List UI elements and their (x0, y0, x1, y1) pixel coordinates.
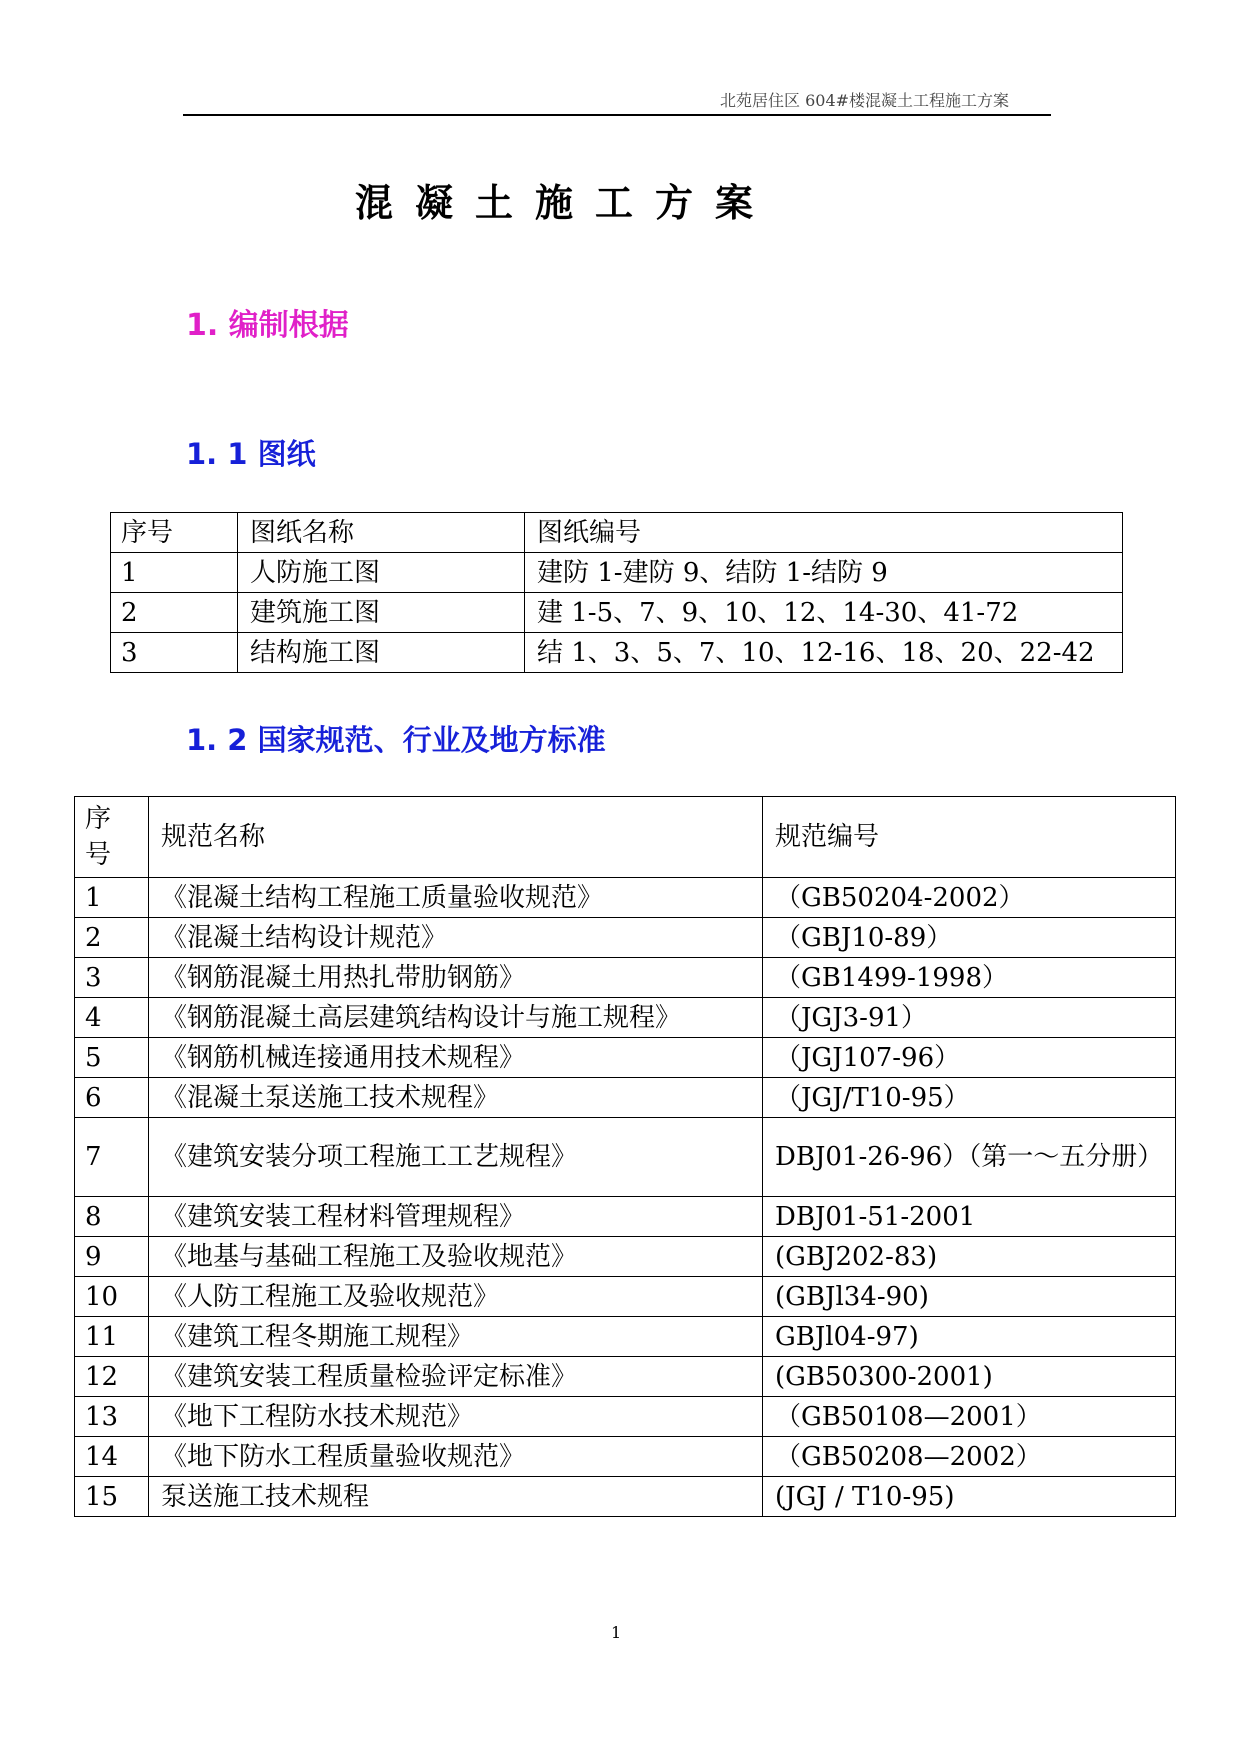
row-number-cell: 7 (75, 1118, 149, 1197)
name-cell: 《钢筋混凝土用热扎带肋钢筋》 (149, 958, 763, 998)
name-cell: 《地基与基础工程施工及验收规范》 (149, 1237, 763, 1277)
code-cell: GBJl04-97) (763, 1317, 1176, 1357)
table-header-row (111, 513, 1123, 553)
name-cell: 《混凝土泵送施工技术规程》 (149, 1078, 763, 1118)
code-cell: （GB50208—2002） (763, 1437, 1176, 1477)
column-header: 规范名称 (149, 797, 763, 878)
section-heading-1: 1. 编制根据 (186, 308, 349, 343)
code-cell: DBJ01-51-2001 (763, 1197, 1176, 1237)
table-row (75, 1038, 1176, 1078)
row-number-cell: 1 (75, 878, 149, 918)
code-cell: 建 1-5、7、9、10、12、14-30、41-72 (525, 593, 1123, 633)
code-cell: （GBJ10-89） (763, 918, 1176, 958)
name-cell: 《人防工程施工及验收规范》 (149, 1277, 763, 1317)
table-row (75, 1078, 1176, 1118)
row-number-cell: 10 (75, 1277, 149, 1317)
code-cell: DBJ01-26-96）（第一～五分册） (763, 1118, 1176, 1197)
row-number-cell: 14 (75, 1437, 149, 1477)
name-cell: 《建筑安装工程质量检验评定标准》 (149, 1357, 763, 1397)
table-row (111, 633, 1123, 673)
table-row (111, 593, 1123, 633)
row-number-cell: 9 (75, 1237, 149, 1277)
code-cell: (GB50300-2001) (763, 1357, 1176, 1397)
table-row (75, 1397, 1176, 1437)
code-cell: （JGJ107-96） (763, 1038, 1176, 1078)
name-cell: 《建筑安装分项工程施工工艺规程》 (149, 1118, 763, 1197)
name-cell: 《钢筋混凝土高层建筑结构设计与施工规程》 (149, 998, 763, 1038)
table-row (75, 918, 1176, 958)
row-number-cell: 2 (111, 593, 238, 633)
column-header: 规范编号 (763, 797, 1176, 878)
drawings-table (110, 512, 1123, 673)
row-number-cell: 2 (75, 918, 149, 958)
table-row (75, 998, 1176, 1038)
name-cell: 《钢筋机械连接通用技术规程》 (149, 1038, 763, 1078)
name-cell: 《建筑安装工程材料管理规程》 (149, 1197, 763, 1237)
name-cell: 建筑施工图 (238, 593, 525, 633)
name-cell: 《地下工程防水技术规范》 (149, 1397, 763, 1437)
name-cell: 《混凝土结构设计规范》 (149, 918, 763, 958)
name-cell: 《建筑工程冬期施工规程》 (149, 1317, 763, 1357)
code-cell: （GB50108—2001） (763, 1397, 1176, 1437)
column-header: 序号 (75, 797, 149, 878)
row-number-cell: 8 (75, 1197, 149, 1237)
code-cell: (JGJ / T10-95) (763, 1477, 1176, 1517)
row-number-cell: 3 (75, 958, 149, 998)
table-row (111, 553, 1123, 593)
section-heading-1-1: 1. 1 图纸 (186, 437, 316, 471)
table-row (75, 1477, 1176, 1517)
table-row (75, 1317, 1176, 1357)
section-heading-1-2: 1. 2 国家规范、行业及地方标准 (186, 723, 606, 757)
standards-table (74, 796, 1176, 1517)
code-cell: 建防 1-建防 9、结防 1-结防 9 (525, 553, 1123, 593)
row-number-cell: 4 (75, 998, 149, 1038)
code-cell: （GB50204-2002） (763, 878, 1176, 918)
row-number-cell: 13 (75, 1397, 149, 1437)
code-cell: （JGJ/T10-95） (763, 1078, 1176, 1118)
name-cell: 《地下防水工程质量验收规范》 (149, 1437, 763, 1477)
code-cell: （GB1499-1998） (763, 958, 1176, 998)
column-header: 图纸编号 (525, 513, 1123, 553)
code-cell: 结 1、3、5、7、10、12-16、18、20、22-42 (525, 633, 1123, 673)
table-row (75, 1118, 1176, 1197)
table-row (75, 1237, 1176, 1277)
running-header: 北苑居住区 604#楼混凝土工程施工方案 (720, 91, 1010, 110)
name-cell: 《混凝土结构工程施工质量验收规范》 (149, 878, 763, 918)
name-cell: 人防施工图 (238, 553, 525, 593)
table-row (75, 878, 1176, 918)
column-header: 序号 (111, 513, 238, 553)
table-row (75, 958, 1176, 998)
row-number-cell: 11 (75, 1317, 149, 1357)
table-row (75, 1197, 1176, 1237)
row-number-cell: 15 (75, 1477, 149, 1517)
column-header: 图纸名称 (238, 513, 525, 553)
table-row (75, 1277, 1176, 1317)
header-rule (183, 114, 1051, 116)
document-title: 混凝土施工方案 (355, 181, 776, 225)
row-number-cell: 6 (75, 1078, 149, 1118)
page-number: 1 (611, 1623, 622, 1642)
name-cell: 泵送施工技术规程 (149, 1477, 763, 1517)
code-cell: （JGJ3-91） (763, 998, 1176, 1038)
name-cell: 结构施工图 (238, 633, 525, 673)
row-number-cell: 5 (75, 1038, 149, 1078)
table-header-row (75, 797, 1176, 878)
code-cell: (GBJl34-90) (763, 1277, 1176, 1317)
row-number-cell: 3 (111, 633, 238, 673)
row-number-cell: 1 (111, 553, 238, 593)
row-number-cell: 12 (75, 1357, 149, 1397)
table-row (75, 1357, 1176, 1397)
table-row (75, 1437, 1176, 1477)
code-cell: (GBJ202-83) (763, 1237, 1176, 1277)
